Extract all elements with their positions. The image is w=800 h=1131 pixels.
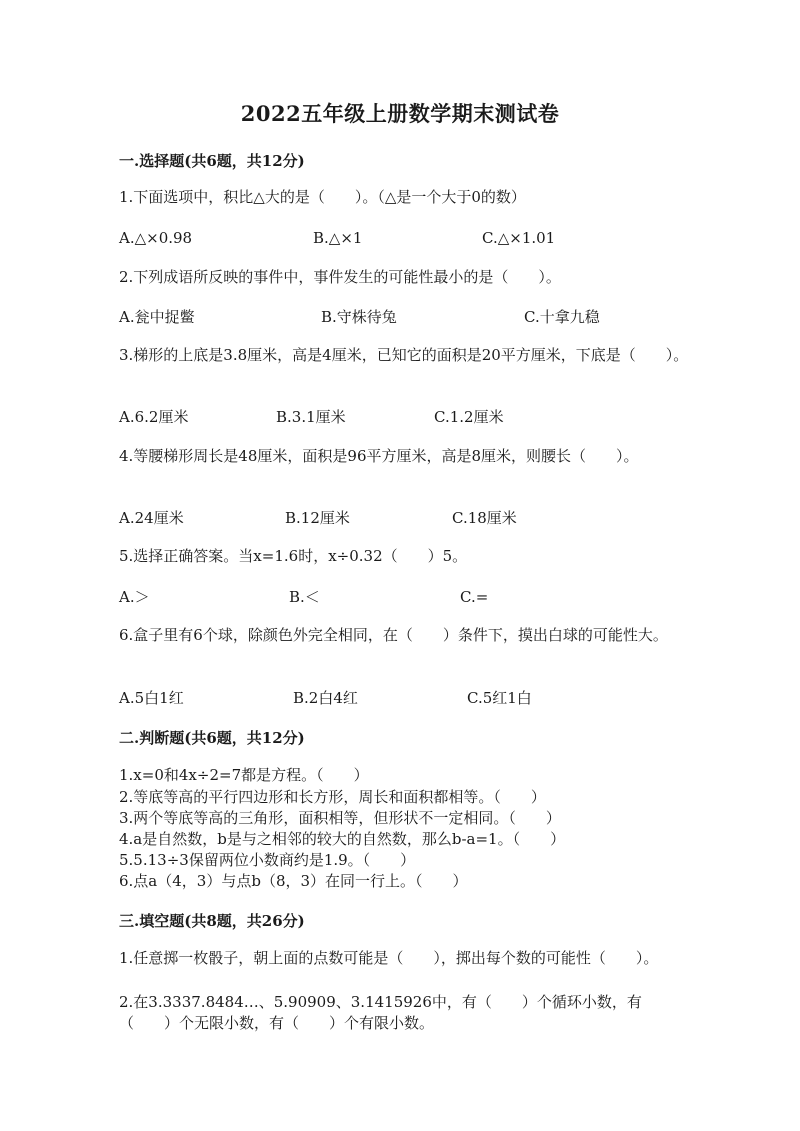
judgement-item-3: 3.两个等底等高的三角形，面积相等，但形状不一定相同。（ ）	[119, 809, 561, 827]
option-5b: B.＜	[289, 588, 320, 606]
choice-question-3: 3.梯形的上底是3.8厘米，高是4厘米，已知它的面积是20平方厘米，下底是（ ）。	[119, 346, 689, 364]
judgement-item-6: 6.点a（4，3）与点b（8，3）在同一行上。（ ）	[119, 872, 468, 890]
section-heading-fill: 三.填空题(共8题，共26分)	[119, 912, 305, 930]
fill-item-1: 1.任意掷一枚骰子，朝上面的点数可能是（ ），掷出每个数的可能性（ ）。	[119, 949, 659, 967]
judgement-item-2: 2.等底等高的平行四边形和长方形，周长和面积都相等。（ ）	[119, 788, 546, 806]
option-5a: A.＞	[119, 588, 150, 606]
choice-question-4: 4.等腰梯形周长是48厘米，面积是96平方厘米，高是8厘米，则腰长（ ）。	[119, 447, 639, 465]
option-2a: A.瓮中捉鳖	[119, 308, 195, 326]
page-title: 2022五年级上册数学期末测试卷	[240, 101, 560, 126]
option-6b: B.2白4红	[293, 689, 358, 707]
option-3b: B.3.1厘米	[276, 408, 346, 426]
section-heading-judgement: 二.判断题(共6题，共12分)	[119, 729, 305, 747]
option-2b: B.守株待兔	[321, 308, 397, 326]
choice-question-6: 6.盒子里有6个球，除颜色外完全相同，在（ ）条件下，摸出白球的可能性大。	[119, 626, 668, 644]
section-heading-choice: 一.选择题(共6题，共12分)	[119, 152, 305, 170]
option-4c: C.18厘米	[452, 509, 517, 527]
option-2c: C.十拿九稳	[524, 308, 600, 326]
fill-item-2: 2.在3.3337.8484…、5.90909、3.1415926中，有（ ）个循环小数，有（ ）个无限小数，有（ ）个有限小数。	[119, 993, 642, 1032]
option-3a: A.6.2厘米	[119, 408, 189, 426]
option-1a: A.△×0.98	[119, 229, 193, 247]
option-1c: C.△×1.01	[482, 229, 556, 247]
choice-question-2: 2.下列成语所反映的事件中，事件发生的可能性最小的是（ ）。	[119, 268, 561, 286]
judgement-item-4: 4.a是自然数，b是与之相邻的较大的自然数，那么b-a=1。（ ）	[119, 830, 566, 848]
option-6a: A.5白1红	[119, 689, 184, 707]
judgement-item-5: 5.5.13÷3保留两位小数商约是1.9。（ ）	[119, 851, 416, 869]
option-5c: C.=	[460, 588, 489, 606]
choice-question-1: 1.下面选项中，积比△大的是（ ）。（△是一个大于0的数）	[119, 188, 526, 206]
option-1b: B.△×1	[313, 229, 363, 247]
judgement-item-1: 1.x=0和4x÷2=7都是方程。（ ）	[119, 766, 369, 784]
option-4b: B.12厘米	[285, 509, 350, 527]
option-4a: A.24厘米	[119, 509, 184, 527]
option-6c: C.5红1白	[467, 689, 532, 707]
option-3c: C.1.2厘米	[434, 408, 504, 426]
choice-question-5: 5.选择正确答案。当x=1.6时，x÷0.32（ ）5。	[119, 547, 468, 565]
